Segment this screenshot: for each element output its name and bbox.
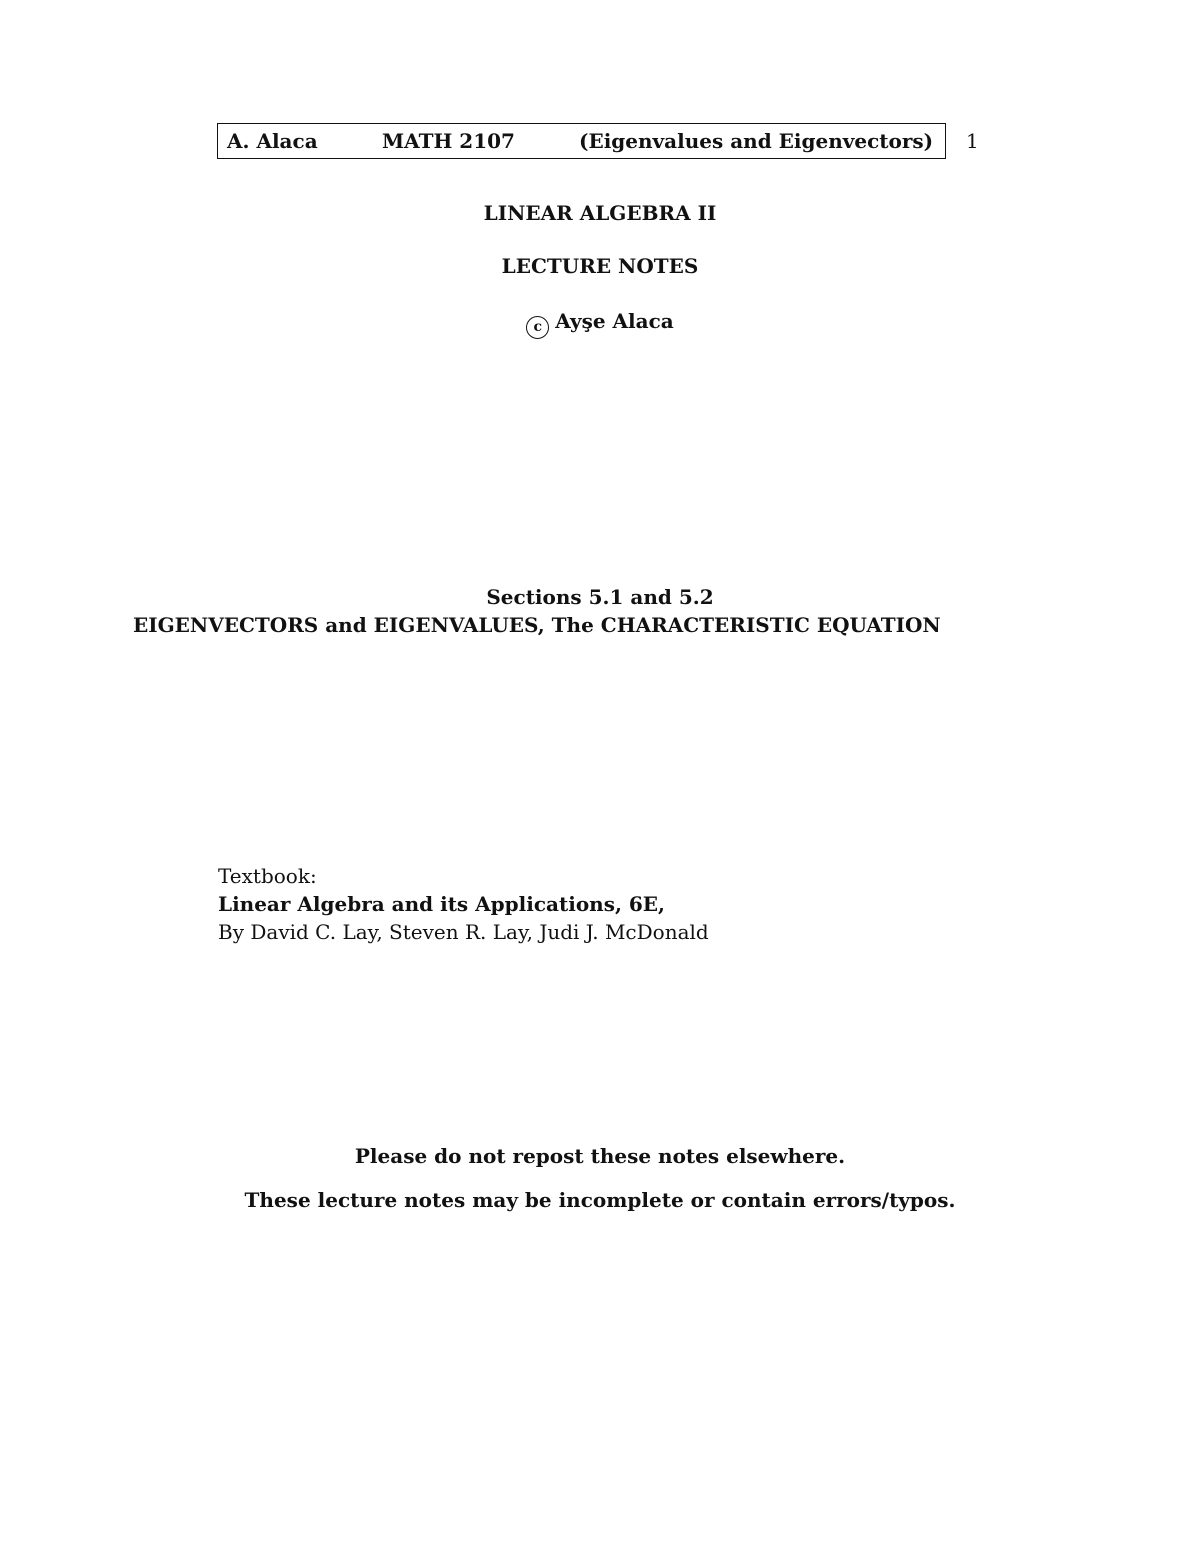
- document-subtitle: LECTURE NOTES: [501, 254, 699, 278]
- header-course: MATH 2107: [382, 129, 515, 153]
- header-topic: (Eigenvalues and Eigenvectors): [579, 129, 934, 153]
- notice-repost: Please do not repost these notes elsewhere.: [354, 1144, 846, 1168]
- copyright-icon: c: [526, 316, 549, 339]
- document-title: LINEAR ALGEBRA II: [483, 201, 717, 225]
- textbook-authors: By David C. Lay, Steven R. Lay, Judi J. McDonald: [218, 920, 709, 944]
- notice-errors: These lecture notes may be incomplete or contain errors/typos.: [244, 1188, 956, 1212]
- author-line: [0, 308, 1200, 339]
- header-author: A. Alaca: [227, 129, 318, 153]
- sections-label: Sections 5.1 and 5.2: [486, 585, 714, 609]
- sections-title: EIGENVECTORS and EIGENVALUES, The CHARACTERISTIC EQUATION: [133, 613, 941, 637]
- textbook-label: Textbook:: [218, 864, 317, 888]
- textbook-block: [218, 862, 709, 946]
- textbook-title: Linear Algebra and its Applications, 6E,: [218, 892, 666, 916]
- author-name: Ayşe Alaca: [555, 309, 674, 333]
- page-number: 1: [966, 129, 979, 153]
